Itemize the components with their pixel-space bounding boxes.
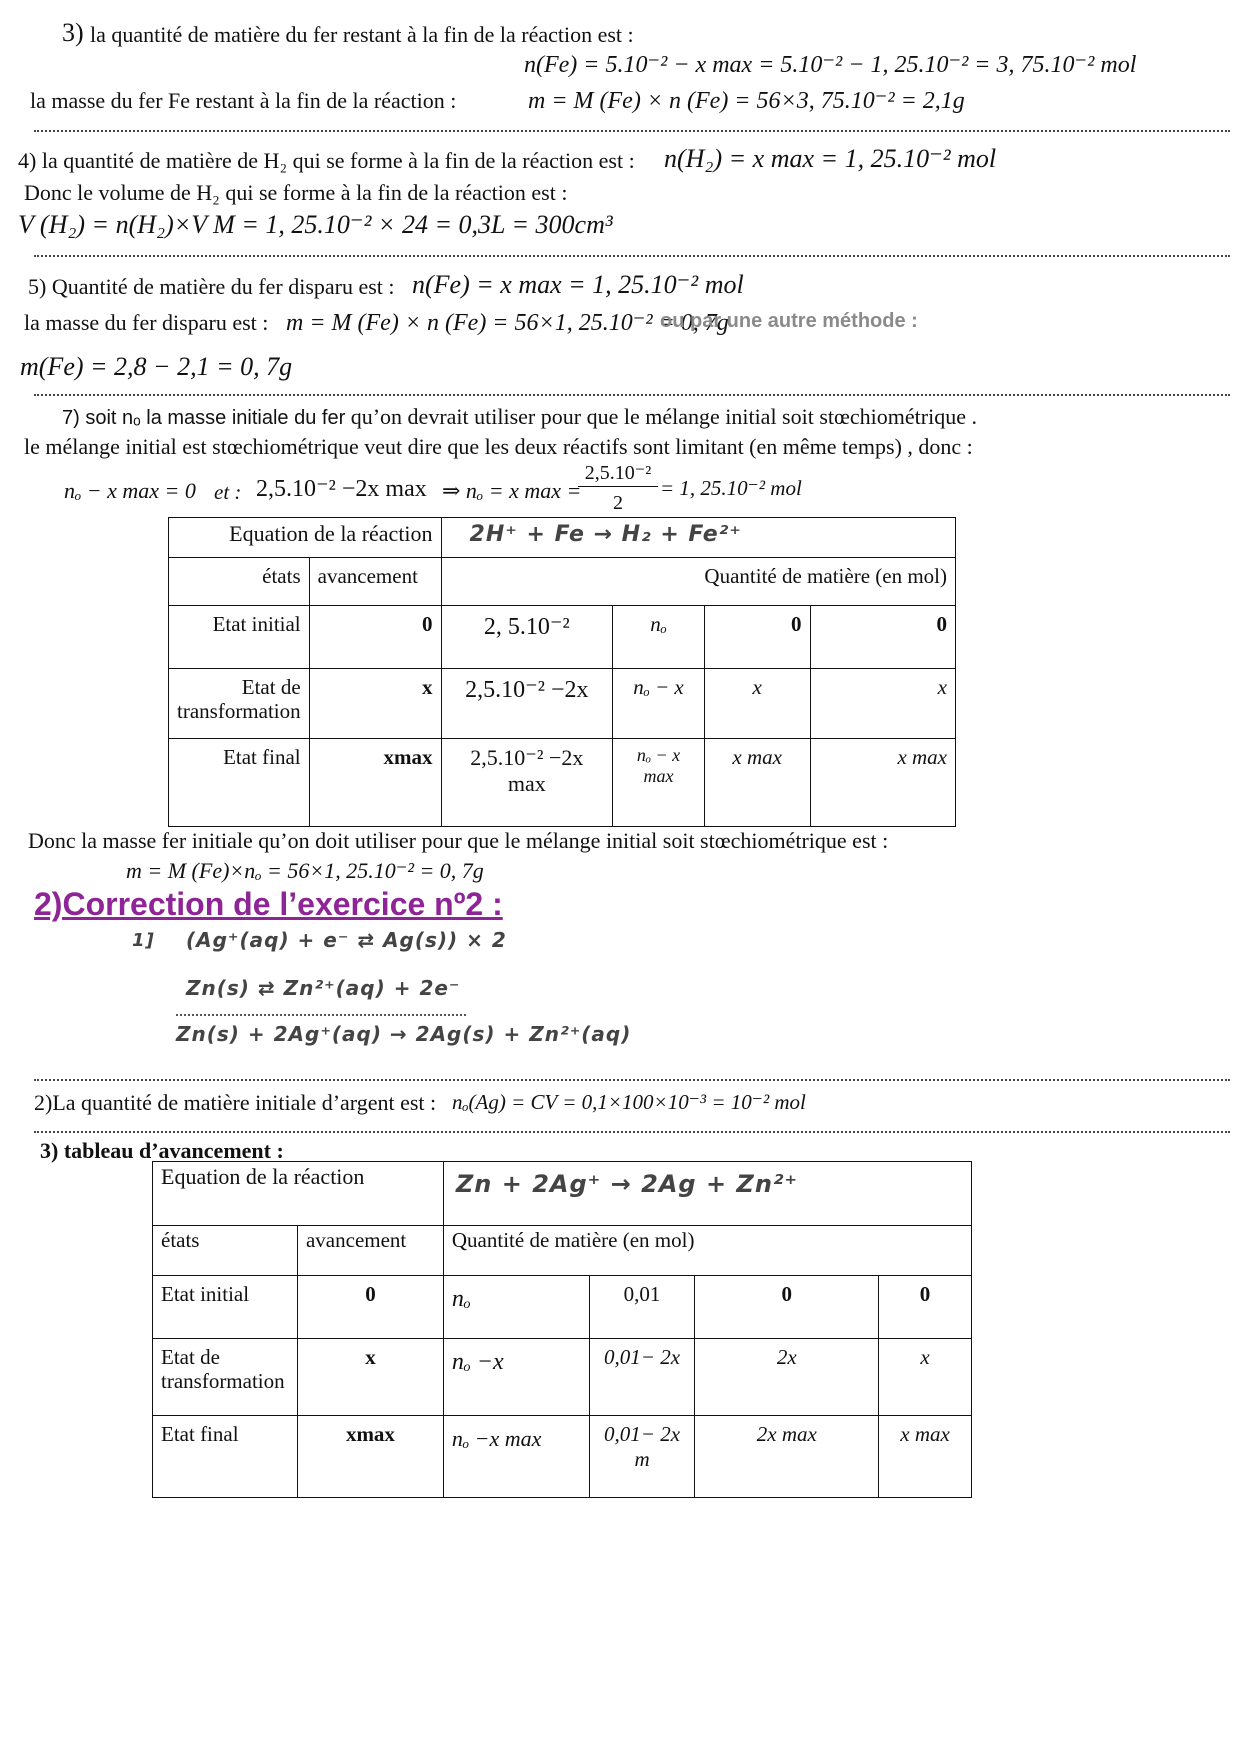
global-reaction: Zn(s) + 2Ag⁺(aq) → 2Ag(s) + Zn²⁺(aq): [176, 1022, 632, 1046]
quantity-cell: nₒ − x: [613, 669, 705, 739]
quantity-cell: x: [879, 1339, 972, 1416]
q3-mass-formula: m = M (Fe) × n (Fe) = 56×3, 75.10⁻² = 2,1g: [528, 88, 965, 114]
q7-et: et :: [214, 480, 242, 504]
states-label: états: [153, 1226, 298, 1276]
q7-line2: le mélange initial est stœchiométrique veut dire que les deux réactifs sont limitant (en même temps) , donc :: [24, 434, 973, 459]
table-row: [153, 1276, 972, 1339]
advance-cell: x: [309, 669, 441, 739]
state-cell: Etat final: [169, 739, 310, 827]
advance-label: avancement: [297, 1226, 443, 1276]
table-row: [169, 606, 956, 669]
quantity-cell: 2,5.10⁻² −2x max: [441, 739, 613, 827]
reaction-equation: 2H⁺ + Fe → H₂ + Fe²⁺: [441, 518, 955, 558]
q7-eq2: 2,5.10⁻² −2x max: [256, 476, 427, 502]
separator: [34, 130, 1230, 132]
quantity-cell: x max: [879, 1416, 972, 1498]
conclusion-formula: m = M (Fe)×nₒ = 56×1, 25.10⁻² = 0, 7g: [126, 858, 484, 883]
quantity-cell: x max: [704, 739, 810, 827]
separator: [34, 1131, 1230, 1133]
advance-cell: xmax: [297, 1416, 443, 1498]
half-reaction-silver: (Ag⁺(aq) + e⁻ ⇄ Ag(s)) × 2: [186, 928, 507, 952]
quantity-cell: nₒ − x max: [613, 739, 705, 827]
quantity-cell: 0: [695, 1276, 879, 1339]
advance-cell: 0: [297, 1276, 443, 1339]
equation-separator: [176, 1014, 466, 1016]
quantity-cell: nₒ −x: [443, 1339, 589, 1416]
q5-other-method: ou par une autre méthode :: [660, 310, 918, 332]
state-cell: Etat de transformation: [169, 669, 310, 739]
state-cell: Etat de transformation: [153, 1339, 298, 1416]
q3-label: 3): [62, 18, 84, 47]
step-1-label: 1]: [132, 930, 155, 951]
advance-cell: x: [297, 1339, 443, 1416]
quantity-cell: 2, 5.10⁻²: [441, 606, 613, 669]
equation-label: Equation de la réaction: [169, 518, 442, 558]
q5-text: 5) Quantité de matière du fer disparu est :: [28, 274, 395, 299]
half-reaction-zinc: Zn(s) ⇄ Zn²⁺(aq) + 2e⁻: [186, 976, 461, 1000]
q2-formula: nₒ(Ag) = CV = 0,1×100×10⁻³ = 10⁻² mol: [452, 1090, 806, 1114]
q7-text-sans: 7) soit nₒ la masse initiale du fer: [62, 407, 346, 429]
q2-text: 2)La quantité de matière initiale d’argent est :: [34, 1090, 437, 1115]
table-row: [153, 1416, 972, 1498]
q5-alt-formula: m(Fe) = 2,8 − 2,1 = 0, 7g: [20, 352, 293, 381]
q7-text-serif: qu’on devrait utiliser pour que le mélange initial soit stœchiométrique .: [345, 404, 977, 429]
states-label: états: [169, 558, 310, 606]
quantity-cell: 2x max: [695, 1416, 879, 1498]
quantity-cell: x: [810, 669, 955, 739]
advance-label: avancement: [309, 558, 441, 606]
q7-line1: [62, 404, 977, 430]
advance-cell: xmax: [309, 739, 441, 827]
q4-text: 4) la quantité de matière de H₂ qui se forme à la fin de la réaction est :: [18, 148, 635, 173]
q7-eq4: = 1, 25.10⁻² mol: [660, 476, 802, 500]
q3-mass-text: la masse du fer Fe restant à la fin de la réaction :: [30, 88, 457, 113]
q5-formula: n(Fe) = x max = 1, 25.10⁻² mol: [412, 270, 744, 299]
q5-mass-formula: m = M (Fe) × n (Fe) = 56×1, 25.10⁻² = 0, 7g: [286, 310, 729, 336]
separator: [34, 1079, 1230, 1081]
quantity-cell: 0,01− 2x: [589, 1339, 695, 1416]
advance-cell: 0: [309, 606, 441, 669]
quantity-cell: 0,01− 2x m: [589, 1416, 695, 1498]
separator: [34, 255, 1230, 257]
q7-eq1: nₒ − x max = 0: [64, 478, 196, 503]
quantity-cell: nₒ −x max: [443, 1416, 589, 1498]
quantity-label: Quantité de matière (en mol): [443, 1226, 971, 1276]
state-cell: Etat initial: [153, 1276, 298, 1339]
separator: [34, 394, 1230, 396]
quantity-cell: nₒ: [613, 606, 705, 669]
quantity-cell: 0: [810, 606, 955, 669]
table-row: [153, 1339, 972, 1416]
fraction-bar: [578, 486, 658, 487]
quantity-label: Quantité de matière (en mol): [441, 558, 955, 606]
reaction-equation: Zn + 2Ag⁺ → 2Ag + Zn²⁺: [443, 1162, 971, 1226]
q4-formula: n(H₂) = x max = 1, 25.10⁻² mol: [664, 144, 997, 173]
q7-frac-den: 2: [613, 492, 623, 514]
quantity-cell: 2x: [695, 1339, 879, 1416]
table-row: [169, 739, 956, 827]
table-row: [169, 669, 956, 739]
q3-table-title: 3) tableau d’avancement :: [40, 1138, 284, 1163]
quantity-cell: nₒ: [443, 1276, 589, 1339]
quantity-cell: 2,5.10⁻² −2x: [441, 669, 613, 739]
advancement-table-2: [152, 1161, 972, 1498]
q5-mass-text: la masse du fer disparu est :: [24, 310, 269, 335]
equation-label: Equation de la réaction: [153, 1162, 444, 1226]
quantity-cell: 0,01: [589, 1276, 695, 1339]
state-cell: Etat final: [153, 1416, 298, 1498]
quantity-cell: 0: [879, 1276, 972, 1339]
quantity-cell: x max: [810, 739, 955, 827]
q3-formula: n(Fe) = 5.10⁻² − x max = 5.10⁻² − 1, 25.10⁻² = 3, 75.10⁻² mol: [524, 52, 1137, 78]
conclusion-text: Donc la masse fer initiale qu’on doit utiliser pour que le mélange initial soit stœchiométrique est :: [28, 828, 889, 853]
state-cell: Etat initial: [169, 606, 310, 669]
q4-volume-text: Donc le volume de H₂ qui se forme à la fin de la réaction est :: [24, 180, 568, 205]
advancement-table-1: [168, 517, 956, 827]
q7-frac-num: 2,5.10⁻²: [584, 462, 652, 484]
quantity-cell: x: [704, 669, 810, 739]
quantity-cell: 0: [704, 606, 810, 669]
q7-eq3: ⇒ nₒ = x max =: [442, 478, 582, 503]
q4-volume-formula: V (H₂) = n(H₂)×V M = 1, 25.10⁻² × 24 = 0,3L = 300cm³: [18, 210, 613, 239]
exercise-2-heading: 2)Correction de l’exercice nº2 :: [34, 886, 503, 922]
q3-text: la quantité de matière du fer restant à la fin de la réaction est :: [90, 22, 634, 47]
